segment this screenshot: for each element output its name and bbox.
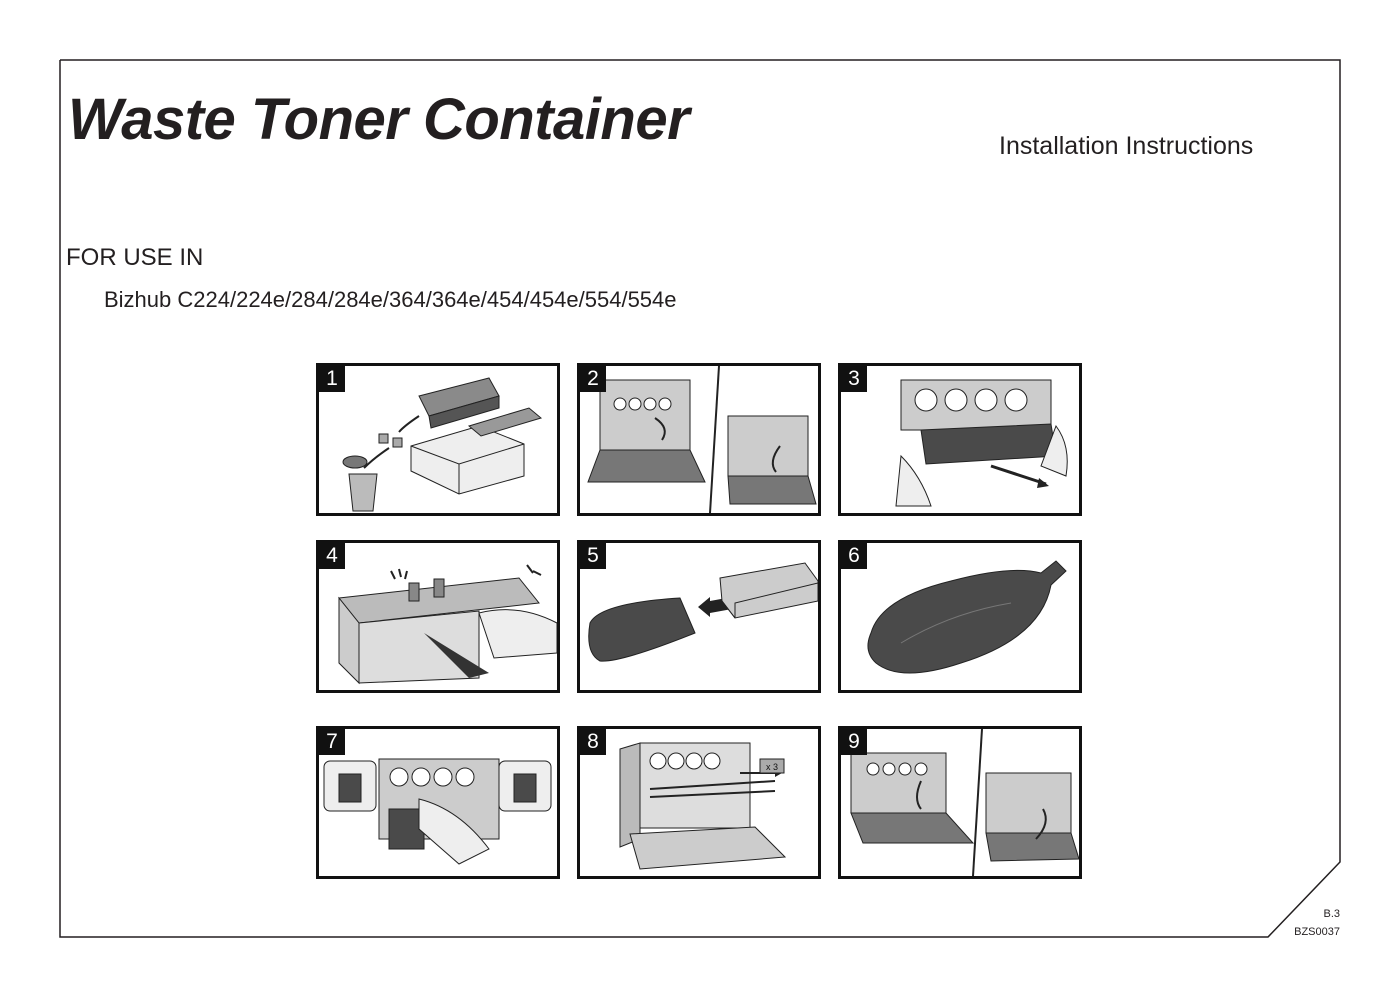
page-subtitle: Installation Instructions [999,132,1254,160]
step-4-illustration [319,543,557,690]
compatible-models: Bizhub C224/224e/284/284e/364/364e/454/454e/554/554e [104,287,677,312]
document-code: BZS0037 [1294,926,1340,938]
step-number-badge: 6 [841,543,867,569]
step-9-illustration [841,729,1079,876]
step-3-panel [838,363,1082,516]
step-7-illustration [319,729,557,876]
step-4-panel [316,540,560,693]
step-number-badge: 4 [319,543,345,569]
step-number-badge: 7 [319,729,345,755]
page-number: B.3 [1323,908,1340,920]
for-use-label: FOR USE IN [66,244,204,271]
step-number-badge: 8 [580,729,606,755]
step-6-panel [838,540,1082,693]
step-number-badge: 3 [841,366,867,392]
step-1-illustration [319,366,557,513]
step-number-badge: 2 [580,366,606,392]
multiplier-label: x 3 [765,762,779,772]
step-5-panel [577,540,821,693]
step-9-panel [838,726,1082,879]
step-8-illustration [580,729,818,876]
step-6-illustration [841,543,1079,690]
step-5-illustration [580,543,818,690]
step-3-illustration [841,366,1079,513]
page-title: Waste Toner Container [68,87,690,152]
step-7-panel [316,726,560,879]
step-number-badge: 5 [580,543,606,569]
step-8-panel [577,726,821,879]
step-number-badge: 1 [319,366,345,392]
step-1-panel [316,363,560,516]
step-number-badge: 9 [841,729,867,755]
step-2-panel [577,363,821,516]
step-2-illustration [580,366,818,513]
